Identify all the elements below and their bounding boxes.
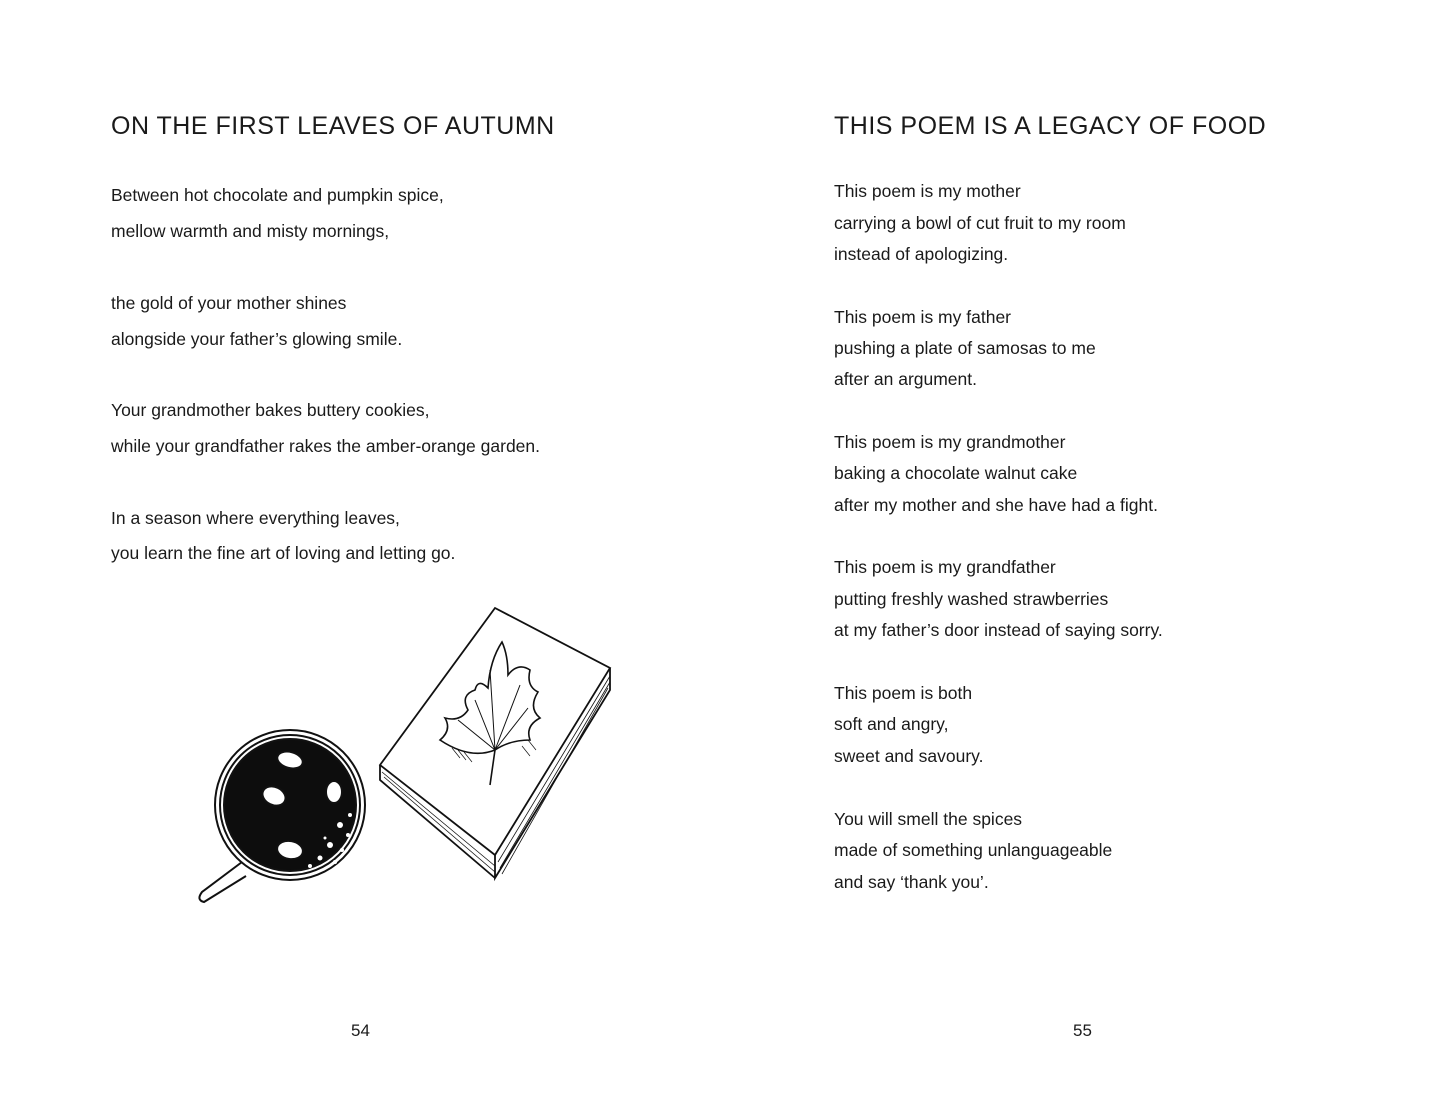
poem-line: This poem is my grandmother	[834, 432, 1066, 452]
poem-line: and say ‘thank you’.	[834, 872, 989, 892]
poem-line: soft and angry,	[834, 714, 949, 734]
poem-line: while your grandfather rakes the amber-orange garden.	[111, 436, 540, 456]
poem-line: Your grandmother bakes buttery cookies,	[111, 400, 430, 420]
poem-title: ON THE FIRST LEAVES OF AUTUMN	[111, 112, 555, 140]
poem-line: after my mother and she have had a fight.	[834, 495, 1158, 515]
poem-line: sweet and savoury.	[834, 746, 984, 766]
poem-line: This poem is my mother	[834, 181, 1021, 201]
poem-line: This poem is both	[834, 683, 973, 703]
poem-line: carrying a bowl of cut fruit to my room	[834, 213, 1126, 233]
page-number: 54	[351, 1021, 370, 1040]
poem-line: Between hot chocolate and pumpkin spice,	[111, 185, 444, 205]
right-page	[722, 0, 1445, 1095]
poem-line: This poem is my father	[834, 307, 1011, 327]
illustration	[190, 600, 620, 910]
poem-line: This poem is my grandfather	[834, 557, 1056, 577]
poem-line: at my father’s door instead of saying sorry.	[834, 620, 1163, 640]
poem-line: you learn the fine art of loving and letting go.	[111, 543, 456, 563]
poem-line: mellow warmth and misty mornings,	[111, 221, 390, 241]
page-number: 55	[1073, 1021, 1092, 1040]
poem-line: putting freshly washed strawberries	[834, 589, 1109, 609]
hot-chocolate-mug-icon	[199, 730, 365, 902]
poem-line: In a season where everything leaves,	[111, 508, 400, 528]
poem-line: alongside your father’s glowing smile.	[111, 329, 403, 349]
poem-line: baking a chocolate walnut cake	[834, 463, 1078, 483]
poem-line: pushing a plate of samosas to me	[834, 338, 1096, 358]
poem-line: instead of apologizing.	[834, 244, 1009, 264]
book-with-maple-leaf-icon	[380, 608, 610, 878]
left-page	[0, 0, 722, 1095]
poem-title: THIS POEM IS A LEGACY OF FOOD	[834, 112, 1267, 140]
poem-line: the gold of your mother shines	[111, 293, 347, 313]
poem-line: You will smell the spices	[834, 809, 1023, 829]
poem-line: made of something unlanguageable	[834, 840, 1113, 860]
poem-line: after an argument.	[834, 369, 977, 389]
